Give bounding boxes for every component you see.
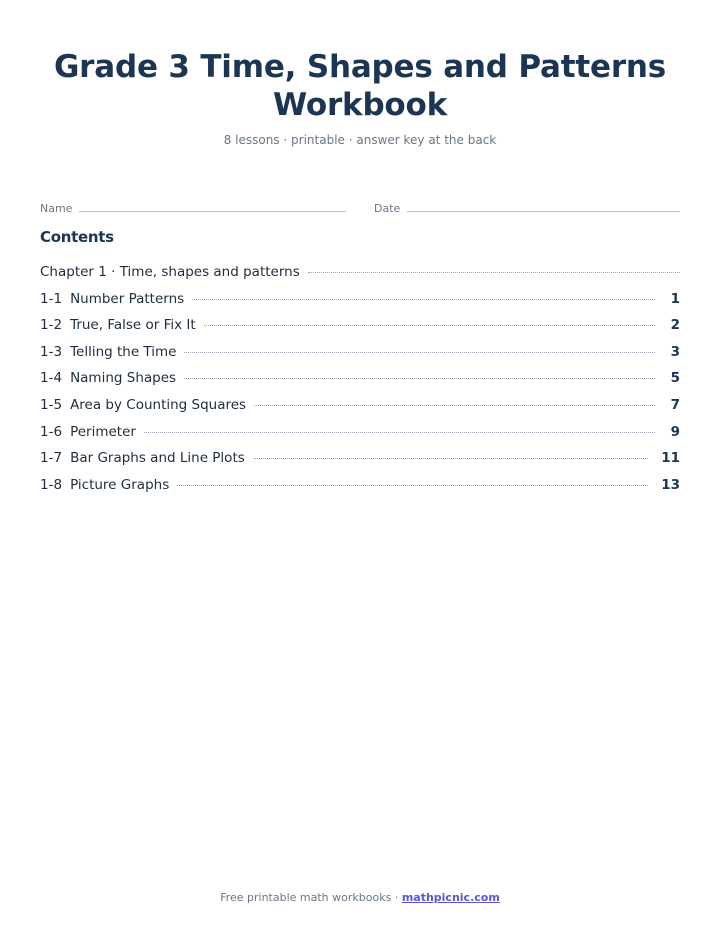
date-line[interactable]	[407, 211, 680, 212]
toc-lesson-1-8[interactable]	[40, 477, 680, 504]
lesson-code: 1-1	[40, 290, 63, 307]
lesson-title: Bar Graphs and Line Plots	[70, 450, 245, 467]
contents-heading: Contents	[40, 228, 114, 246]
footer-text: Free printable math workbooks ·	[220, 891, 402, 904]
dot-leader	[253, 458, 648, 459]
lesson-title: Telling the Time	[70, 343, 177, 360]
lesson-page: 11	[661, 450, 680, 467]
page-title: Grade 3 Time, Shapes and Patterns Workbook	[53, 49, 667, 123]
lesson-page: 2	[670, 317, 680, 334]
dot-leader	[184, 378, 655, 379]
lesson-title: Naming Shapes	[70, 370, 177, 387]
name-label: Name	[40, 202, 73, 215]
lesson-page: 3	[670, 343, 680, 360]
toc-lesson-1-2[interactable]	[40, 317, 680, 344]
footer-link[interactable]: mathpicnic.com	[401, 891, 500, 904]
lesson-code: 1-3	[40, 343, 63, 360]
lesson-page: 9	[670, 423, 680, 440]
name-field[interactable]	[40, 200, 346, 216]
lesson-code: 1-5	[40, 396, 63, 413]
lesson-code: 1-8	[40, 476, 63, 493]
lesson-code: 1-6	[40, 423, 63, 440]
date-label: Date	[374, 202, 401, 215]
dot-leader	[308, 272, 680, 273]
lesson-title: Number Patterns	[70, 290, 185, 307]
lesson-code: 1-2	[40, 317, 63, 334]
lesson-title: True, False or Fix It	[70, 317, 196, 334]
toc-lesson-1-7[interactable]	[40, 450, 680, 477]
toc-chapter[interactable]	[40, 264, 680, 291]
student-fields	[40, 200, 680, 216]
date-field[interactable]	[374, 200, 680, 216]
page-footer	[0, 891, 720, 904]
lesson-title: Picture Graphs	[70, 476, 170, 493]
page-subtitle: 8 lessons · printable · answer key at the back	[223, 133, 497, 147]
lesson-code: 1-7	[40, 450, 63, 467]
table-of-contents	[40, 264, 680, 503]
lesson-page: 7	[670, 396, 680, 413]
toc-lesson-1-6[interactable]	[40, 424, 680, 451]
toc-lesson-1-1[interactable]	[40, 291, 680, 318]
lesson-code: 1-4	[40, 370, 63, 387]
dot-leader	[192, 299, 655, 300]
dot-leader	[204, 325, 655, 326]
name-line[interactable]	[79, 211, 346, 212]
chapter-title: Chapter 1 · Time, shapes and patterns	[40, 264, 300, 280]
dot-leader	[184, 352, 655, 353]
dot-leader	[144, 432, 655, 433]
toc-lesson-1-4[interactable]	[40, 370, 680, 397]
dot-leader	[177, 485, 648, 486]
lesson-title: Area by Counting Squares	[70, 396, 247, 413]
toc-lesson-1-5[interactable]	[40, 397, 680, 424]
lesson-page: 5	[670, 370, 680, 387]
lesson-page: 13	[661, 476, 680, 493]
lesson-page: 1	[670, 290, 680, 307]
dot-leader	[254, 405, 655, 406]
lesson-title: Perimeter	[70, 423, 136, 440]
toc-lesson-1-3[interactable]	[40, 344, 680, 371]
